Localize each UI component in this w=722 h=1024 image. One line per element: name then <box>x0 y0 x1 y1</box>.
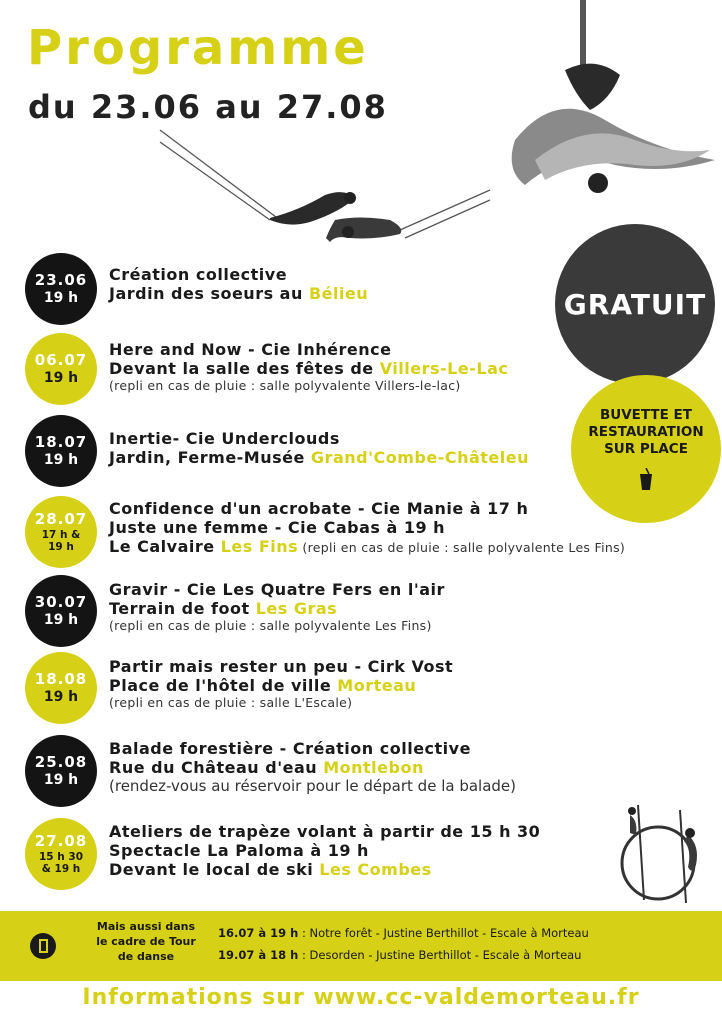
also-program-band <box>0 911 722 981</box>
event-rain-note: (repli en cas de pluie : salle polyvalente Les Fins) <box>298 540 626 555</box>
event-day: 06.07 <box>34 351 88 370</box>
also-event-row: 16.07 à 19 h : Notre forêt - Justine Berthillot - Escale à Morteau <box>218 926 589 940</box>
event-town: Les Combes <box>319 860 432 879</box>
event-day: 18.08 <box>34 670 88 689</box>
free-entry-label: GRATUIT <box>563 287 707 321</box>
also-intro: Mais aussi dans le cadre de Tour de danse <box>96 920 196 963</box>
event-time: 19 h <box>43 771 79 788</box>
event-time: 19 h <box>43 451 79 468</box>
event-date-badge <box>25 735 97 807</box>
event-town: Grand'Combe-Châteleu <box>310 448 529 467</box>
event-time: 19 h <box>43 369 79 386</box>
also-event-row: 19.07 à 18 h : Desorden - Justine Berthillot - Escale à Morteau <box>218 948 582 962</box>
info-website-link[interactable]: Informations sur www.cc-valdemorteau.fr <box>82 985 640 1010</box>
event-time-2: 19 h <box>48 540 74 553</box>
event-time: 15 h 30 <box>38 850 83 863</box>
event-location: Devant la salle des fêtes de Villers-Le-Lac <box>109 359 509 378</box>
event-title: Inertie- Cie Underclouds <box>109 429 340 448</box>
also-events-list <box>218 922 589 966</box>
event-date-badge <box>25 496 97 568</box>
event-date-badge <box>25 415 97 487</box>
aerial-silk-illustration <box>495 0 720 200</box>
event-title: Partir mais rester un peu - Cirk Vost <box>109 657 454 676</box>
event-town: Les Fins <box>220 537 299 556</box>
event-location: Le Calvaire Les Fins (repli en cas de pluie : salle polyvalente Les Fins) <box>109 537 626 556</box>
free-entry-badge <box>555 224 715 384</box>
trapeze-artists-illustration <box>150 120 510 260</box>
event-location: Devant le local de ski Les Combes <box>109 860 432 879</box>
event-day: 25.08 <box>34 753 88 772</box>
event-date-badge <box>25 575 97 647</box>
event-time: 19 h <box>43 688 79 705</box>
tour-de-danse-logo-icon <box>28 931 58 961</box>
event-rain-note: (repli en cas de pluie : salle L'Escale) <box>109 695 353 710</box>
event-time: 19 h <box>43 611 79 628</box>
event-title: Gravir - Cie Les Quatre Fers en l'air <box>109 580 445 599</box>
event-time-2: & 19 h <box>41 862 81 875</box>
refreshments-line-3: SUR PLACE <box>604 440 688 457</box>
event-town: Montlebon <box>323 758 424 777</box>
event-time: 19 h <box>43 289 79 306</box>
event-title: Balade forestière - Création collective <box>109 739 471 758</box>
event-location: Terrain de foot Les Gras <box>109 599 338 618</box>
event-day: 27.08 <box>34 832 88 851</box>
drink-cup-icon <box>637 468 655 492</box>
event-title-2: Juste une femme - Cie Cabas à 19 h <box>109 518 446 537</box>
event-day: 28.07 <box>34 510 88 529</box>
event-title: Ateliers de trapèze volant à partir de 15 h 30 <box>109 822 541 841</box>
event-town: Les Gras <box>255 599 338 618</box>
event-day: 23.06 <box>34 271 88 290</box>
event-town: Bélieu <box>308 284 369 303</box>
event-day: 30.07 <box>34 593 88 612</box>
refreshments-line-2: RESTAURATION <box>588 423 704 440</box>
event-title: Création collective <box>109 265 288 284</box>
event-meeting-note: (rendez-vous au réservoir pour le départ de la balade) <box>109 777 517 795</box>
refreshments-line-1: BUVETTE ET <box>599 406 692 423</box>
event-title: Confidence d'un acrobate - Cie Manie à 17 h <box>109 499 529 518</box>
event-date-badge <box>25 253 97 325</box>
event-rain-note: (repli en cas de pluie : salle polyvalente Villers-le-lac) <box>109 378 461 393</box>
event-time: 17 h & <box>41 528 81 541</box>
page-subtitle: du 23.06 au 27.08 <box>28 88 388 126</box>
event-town: Morteau <box>337 676 417 695</box>
event-date-badge <box>25 333 97 405</box>
event-date-badge <box>25 818 97 890</box>
event-rain-note: (repli en cas de pluie : salle polyvalente Les Fins) <box>109 618 432 633</box>
event-location: Rue du Château d'eau Montlebon <box>109 758 424 777</box>
event-day: 18.07 <box>34 433 88 452</box>
event-location: Place de l'hôtel de ville Morteau <box>109 676 417 695</box>
event-location: Jardin des soeurs au Bélieu <box>109 284 369 303</box>
event-location: Jardin, Ferme-Musée Grand'Combe-Châteleu <box>109 448 529 467</box>
event-title: Here and Now - Cie Inhérence <box>109 340 392 359</box>
event-town: Villers-Le-Lac <box>379 359 509 378</box>
event-date-badge <box>25 652 97 724</box>
event-title-2: Spectacle La Paloma à 19 h <box>109 841 369 860</box>
aerial-hoop-illustration <box>608 795 720 905</box>
page-title: Programme <box>27 20 369 76</box>
